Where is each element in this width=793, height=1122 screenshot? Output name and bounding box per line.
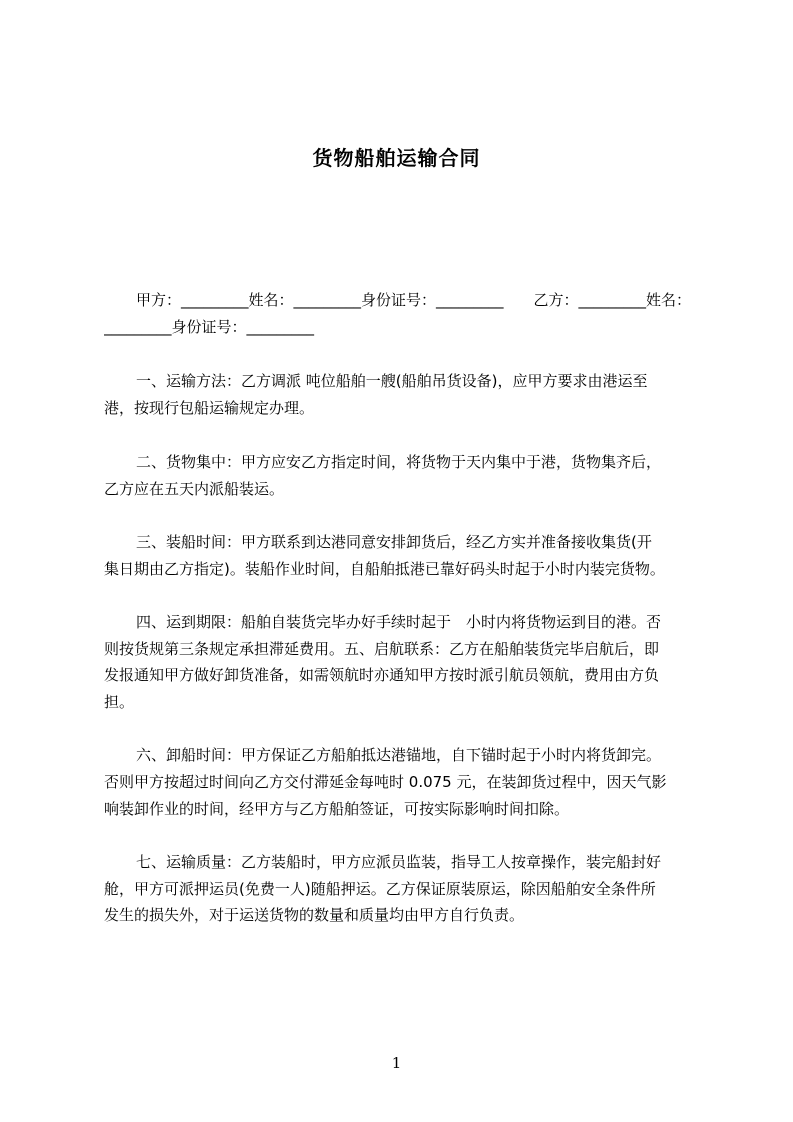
paragraph-line: 集日期由乙方指定)。装船作业时间，自船舶抵港已靠好码头时起于小时内装完货物。	[104, 560, 665, 578]
paragraph-line: 发报通知甲方做好卸货准备，如需领航时亦通知甲方按时派引航员领航，费用由方负	[104, 666, 660, 684]
paragraph-line: 港，按现行包船运输规定办理。	[104, 399, 315, 417]
paragraph-line: 甲方：_________姓名：_________身份证号：_________ 乙方：_________姓名：	[136, 291, 692, 309]
paragraph-line: 六、卸船时间：甲方保证乙方船舶抵达港锚地，自下锚时起于小时内将货卸完。	[136, 746, 662, 764]
paragraph-line: 担。	[104, 693, 135, 711]
paragraph-line: 七、运输质量：乙方装船时，甲方应派员监装，指导工人按章操作，装完船封好	[136, 853, 662, 871]
paragraph-line: 三、装船时间：甲方联系到达港同意安排卸货后，经乙方实并准备接收集货(开	[136, 533, 652, 551]
paragraph-line: 发生的损失外，对于运送货物的数量和质量均由甲方自行负责。	[104, 906, 525, 924]
paragraph-line: 一、运输方法：乙方调派 吨位船舶一艘(船舶吊货设备)，应甲方要求由港运至	[136, 372, 648, 390]
paragraph-line: 则按货规第三条规定承担滞延费用。五、启航联系：乙方在船舶装货完毕启航后，即	[104, 640, 660, 658]
paragraph-line: 响装卸作业的时间，经甲方与乙方船舶签证，可按实际影响时间扣除。	[104, 800, 570, 818]
page-number: 1	[391, 1054, 402, 1072]
paragraph-line: 舱，甲方可派押运员(免费一人)随船押运。乙方保证原装原运，除因船舶安全条件所	[104, 880, 656, 898]
paragraph-line: _________身份证号：_________	[104, 318, 315, 336]
paragraph-line: 乙方应在五天内派船装运。	[104, 480, 285, 498]
paragraph-line: 否则甲方按超过时间向乙方交付滞延金每吨时 0.075 元，在装卸货过程中，因天气影	[104, 773, 667, 791]
paragraph-line: 二、货物集中：甲方应安乙方指定时间，将货物于天内集中于港，货物集齐后，	[136, 453, 662, 471]
paragraph-line: 四、运到期限：船舶自装货完毕办好手续时起于 小时内将货物运到目的港。否	[136, 613, 662, 631]
document-title: 货物船舶运输合同	[312, 146, 481, 170]
